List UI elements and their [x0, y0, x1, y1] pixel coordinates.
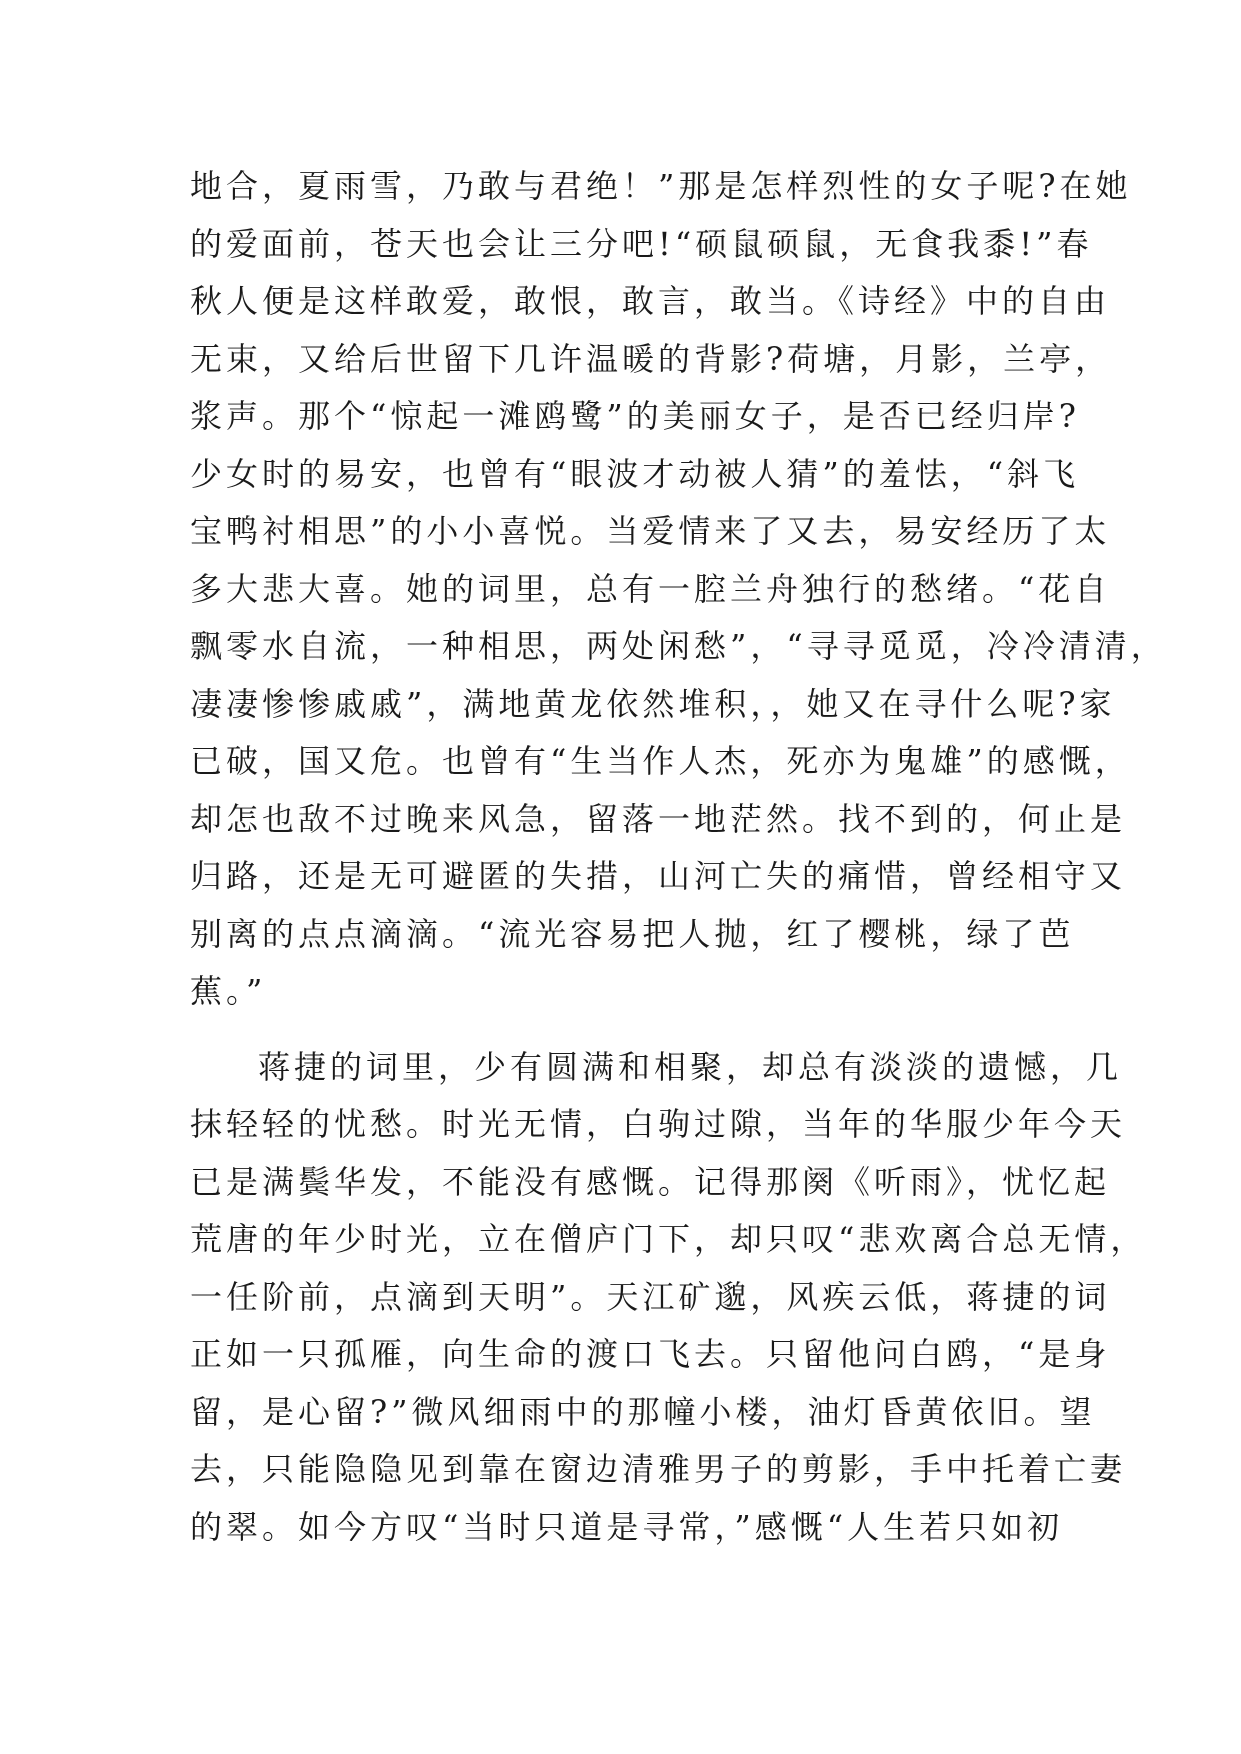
- text-line: 的爱面前，苍天也会让三分吧!“硕鼠硕鼠，无食我黍!”春: [190, 224, 1093, 263]
- text-line: 秋人便是这样敢爱，敢恨，敢言，敢当。《诗经》中的自由: [190, 282, 1111, 320]
- text-line: 少女时的易安，也曾有“眼波才动被人猜”的羞怯，“斜飞: [190, 454, 1080, 493]
- text-line: 正如一只孤雁，向生命的渡口飞去。只留他问白鸥，“是身: [190, 1335, 1111, 1373]
- text-line: 凄凄惨惨戚戚”，满地黄龙依然堆积，，她又在寻什么呢?家: [190, 684, 1116, 723]
- text-line: 飘零水自流，一种相思，两处闲愁”，“寻寻觅觅，冷冷清清，: [190, 627, 1167, 665]
- text-line: 已破，国又危。也曾有“生当作人杰，死亦为鬼雄”的感慨，: [190, 742, 1131, 780]
- text-line: 的翠。如今方叹“当时只道是寻常，”感慨“人生若只如初: [190, 1507, 1064, 1546]
- text-line: 归路，还是无可避匿的失措，山河亡失的痛惜，曾经相守又: [190, 857, 1127, 895]
- text-line: 别离的点点滴滴。“流光容易把人抛，红了樱桃，绿了芭: [190, 914, 1075, 953]
- paragraph-gap: [190, 1021, 1050, 1039]
- text-line: 无束，又给后世留下几许温暖的背影?荷塘，月影，兰亭，: [190, 339, 1112, 378]
- text-line: 宝鸭衬相思”的小小喜悦。当爱情来了又去，易安经历了太: [190, 512, 1111, 550]
- text-line: 浆声。那个“惊起一滩鸥鹭”的美丽女子，是否已经归岸?: [190, 397, 1080, 435]
- text-line: 荒唐的年少时光，立在僧庐门下，却只叹“悲欢离合总无情，: [190, 1220, 1147, 1258]
- text-line: 抹轻轻的忧愁。时光无情，白驹过隙，当年的华服少年今天: [190, 1105, 1127, 1143]
- text-line: 去，只能隐隐见到靠在窗边清雅男子的剪影，手中托着亡妻: [190, 1450, 1127, 1488]
- text-line: 蕉。”: [190, 972, 267, 1010]
- document-text: [190, 158, 1167, 1556]
- paragraph-first-line: 蒋捷的词里，少有圆满和相聚，却总有淡淡的遗憾，几: [258, 1047, 1123, 1086]
- text-line: 留，是心留?”微风细雨中的那幢小楼，油灯昏黄依旧。望: [190, 1392, 1096, 1431]
- text-line: 地合，夏雨雪，乃敢与君绝！”那是怎样烈性的女子呢?在她: [190, 167, 1132, 205]
- text-line: 却怎也敌不过晚来风急，留落一地茫然。找不到的，何止是: [190, 799, 1127, 838]
- text-line: 多大悲大喜。她的词里，总有一腔兰舟独行的愁绪。“花自: [190, 569, 1111, 608]
- text-line: 一任阶前，点滴到天明”。天江矿邈，风疾云低，蒋捷的词: [190, 1277, 1111, 1316]
- text-line: 已是满鬓华发，不能没有感慨。记得那阕《听雨》，忧忆起: [190, 1162, 1111, 1201]
